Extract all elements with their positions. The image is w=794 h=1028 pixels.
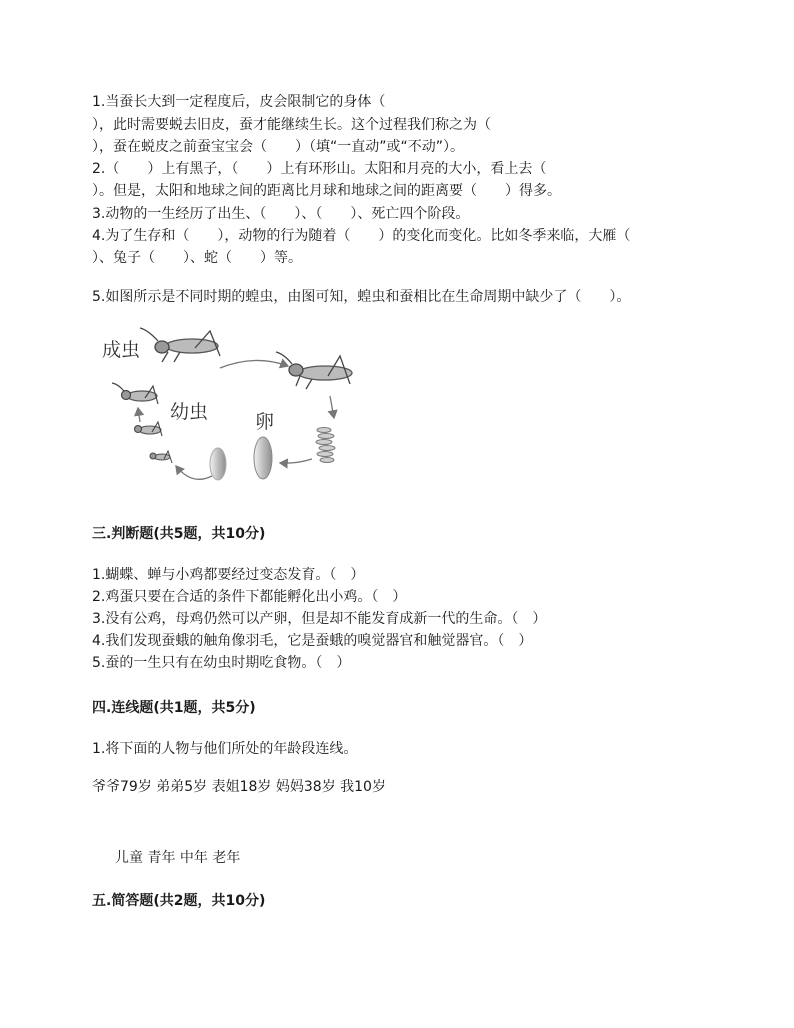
locust-life-cycle-figure (100, 326, 360, 491)
matching-stages-row: 儿童 青年 中年 老年 (115, 850, 241, 866)
q3-line: 3.动物的一生经历了出生、（ ）、（ ）、死亡四个阶段。 (92, 206, 470, 222)
label-egg: 卵 (255, 411, 275, 433)
label-larva: 幼虫 (170, 401, 209, 423)
q4-line-2: ）、兔子（ ）、蛇（ ）等。 (92, 250, 302, 266)
matching-question: 1.将下面的人物与他们所处的年龄段连线。 (92, 741, 358, 757)
egg-large-icon (254, 437, 272, 479)
judgment-item: 2.鸡蛋只要在合适的条件下都能孵化出小鸡。（ ） (92, 589, 407, 605)
nymph-medium-icon (135, 422, 163, 436)
arrow-pod-to-egg (280, 459, 312, 463)
judgment-item: 4.我们发现蚕蛾的触角像羽毛，它是蚕蛾的嗅觉器官和触觉器官。（ ） (92, 633, 533, 649)
q1-line-2: ），此时需要蜕去旧皮，蚕才能继续生长。这个过程我们称之为（ (92, 117, 491, 133)
section-matching-heading: 四.连线题(共1题，共5分) (92, 700, 256, 716)
egg-pod-icon (316, 428, 335, 463)
q2-line-1: 2.（ ）上有黑子，（ ）上有环形山。太阳和月亮的大小，看上去（ (92, 161, 547, 177)
q2-line-2: ）。但是，太阳和地球之间的距离比月球和地球之间的距离要（ ）得多。 (92, 183, 561, 199)
q1-line-3: ），蚕在蜕皮之前蚕宝宝会（ ）（填“一直动”或“不动”）。 (92, 139, 465, 155)
judgment-item: 5.蚕的一生只有在幼虫时期吃食物。（ ） (92, 655, 351, 671)
section-short-answer-heading: 五.简答题(共2题，共10分) (92, 893, 266, 909)
egg-small-icon (210, 448, 226, 480)
nymph-small-icon (150, 451, 172, 463)
adult-locust-right-icon (276, 352, 352, 389)
arrow-to-egg-pod (330, 396, 334, 418)
judgment-item: 1.蝴蝶、蝉与小鸡都要经过变态发育。（ ） (92, 567, 365, 583)
nymph-large-icon (112, 383, 158, 404)
label-adult: 成虫 (102, 339, 141, 361)
q4-line-1: 4.为了生存和（ ），动物的行为随着（ ）的变化而变化。比如冬季来临，大雁（ (92, 228, 631, 244)
q5-line: 5.如图所示是不同时期的蝗虫，由图可知，蝗虫和蚕相比在生命周期中缺少了（ ）。 (92, 289, 631, 305)
section-judgment-heading: 三.判断题(共5题，共10分) (92, 526, 266, 542)
arrow-adult-to-adult (220, 360, 288, 368)
arrow-egg-to-nymph (176, 466, 212, 479)
judgment-item: 3.没有公鸡，母鸡仍然可以产卵，但是却不能发育成新一代的生命。（ ） (92, 611, 547, 627)
adult-locust-icon (140, 328, 220, 362)
life-cycle-diagram (100, 326, 360, 491)
q1-line-1: 1.当蚕长大到一定程度后，皮会限制它的身体（ (92, 94, 386, 110)
arrow-nymph-growth (138, 408, 140, 422)
matching-people-row: 爷爷79岁 弟弟5岁 表姐18岁 妈妈38岁 我10岁 (92, 779, 386, 795)
